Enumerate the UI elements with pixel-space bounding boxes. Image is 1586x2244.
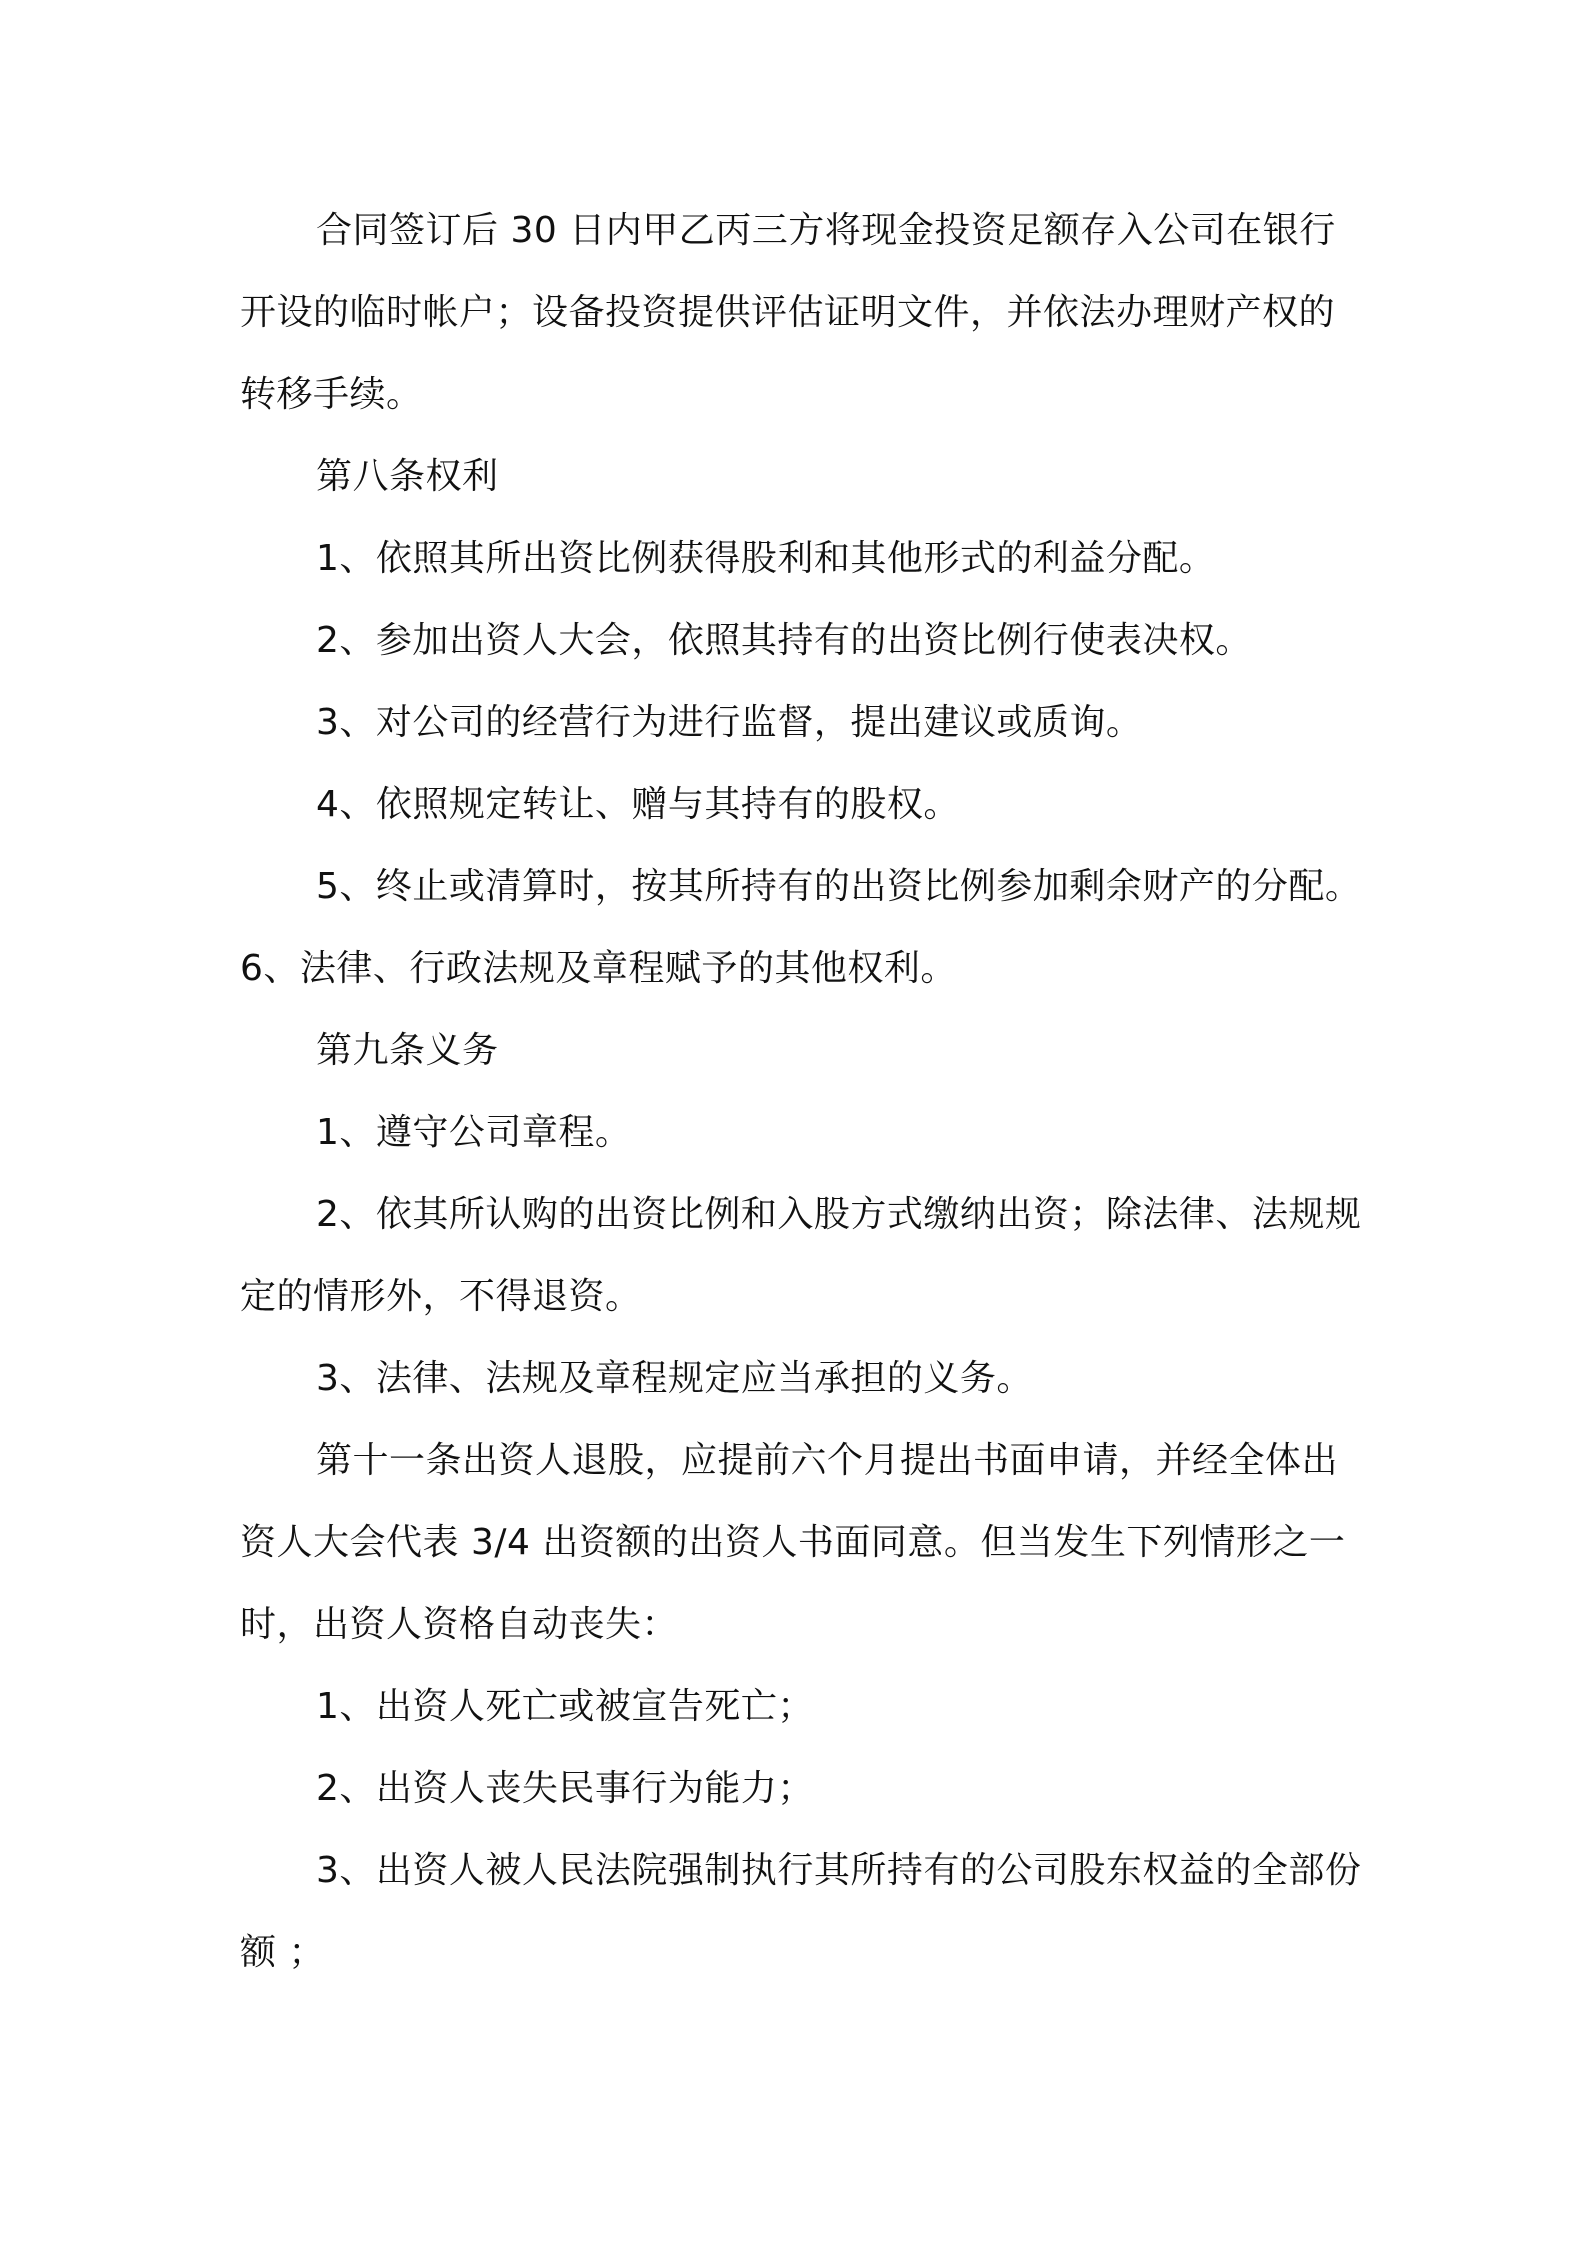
document-body	[240, 190, 1370, 1994]
list-item-right-5: 5、终止或清算时，按其所持有的出资比例参加剩余财产的分配。	[316, 866, 1362, 907]
list-item-obligation-1: 1、遵守公司章程。	[316, 1112, 632, 1153]
paragraph-cash-investment: 合同签订后 30 日内甲乙丙三方将现金投资足额存入公司在银行开设的临时帐户；设备投资提供评估证明文件，并依法办理财产权的转移手续。	[240, 210, 1336, 415]
list-item-right-4: 4、依照规定转让、赠与其持有的股权。	[316, 784, 960, 825]
list-item-loss-1: 1、出资人死亡或被宣告死亡；	[316, 1686, 814, 1727]
list-item-right-6: 6、法律、行政法规及章程赋予的其他权利。	[240, 948, 957, 989]
list-item-right-1: 1、依照其所出资比例获得股利和其他形式的利益分配。	[316, 538, 1216, 579]
list-item-loss-2: 2、出资人丧失民事行为能力；	[316, 1768, 814, 1809]
list-item-obligation-2: 2、依其所认购的出资比例和入股方式缴纳出资；除法律、法规规定的情形外，不得退资。	[240, 1194, 1362, 1317]
section-heading-rights: 第八条权利	[316, 456, 499, 497]
list-item-obligation-3: 3、法律、法规及章程规定应当承担的义务。	[316, 1358, 1033, 1399]
paragraph-article-11: 第十一条出资人退股，应提前六个月提出书面申请，并经全体出资人大会代表 3/4 出资额的出资人书面同意。但当发生下列情形之一时，出资人资格自动丧失：	[240, 1440, 1346, 1645]
section-heading-obligations: 第九条义务	[316, 1030, 499, 1071]
list-item-right-2: 2、参加出资人大会，依照其持有的出资比例行使表决权。	[316, 620, 1252, 661]
list-item-right-3: 3、对公司的经营行为进行监督，提出建议或质询。	[316, 702, 1143, 743]
list-item-loss-3: 3、出资人被人民法院强制执行其所持有的公司股东权益的全部份额 ；	[240, 1850, 1362, 1973]
